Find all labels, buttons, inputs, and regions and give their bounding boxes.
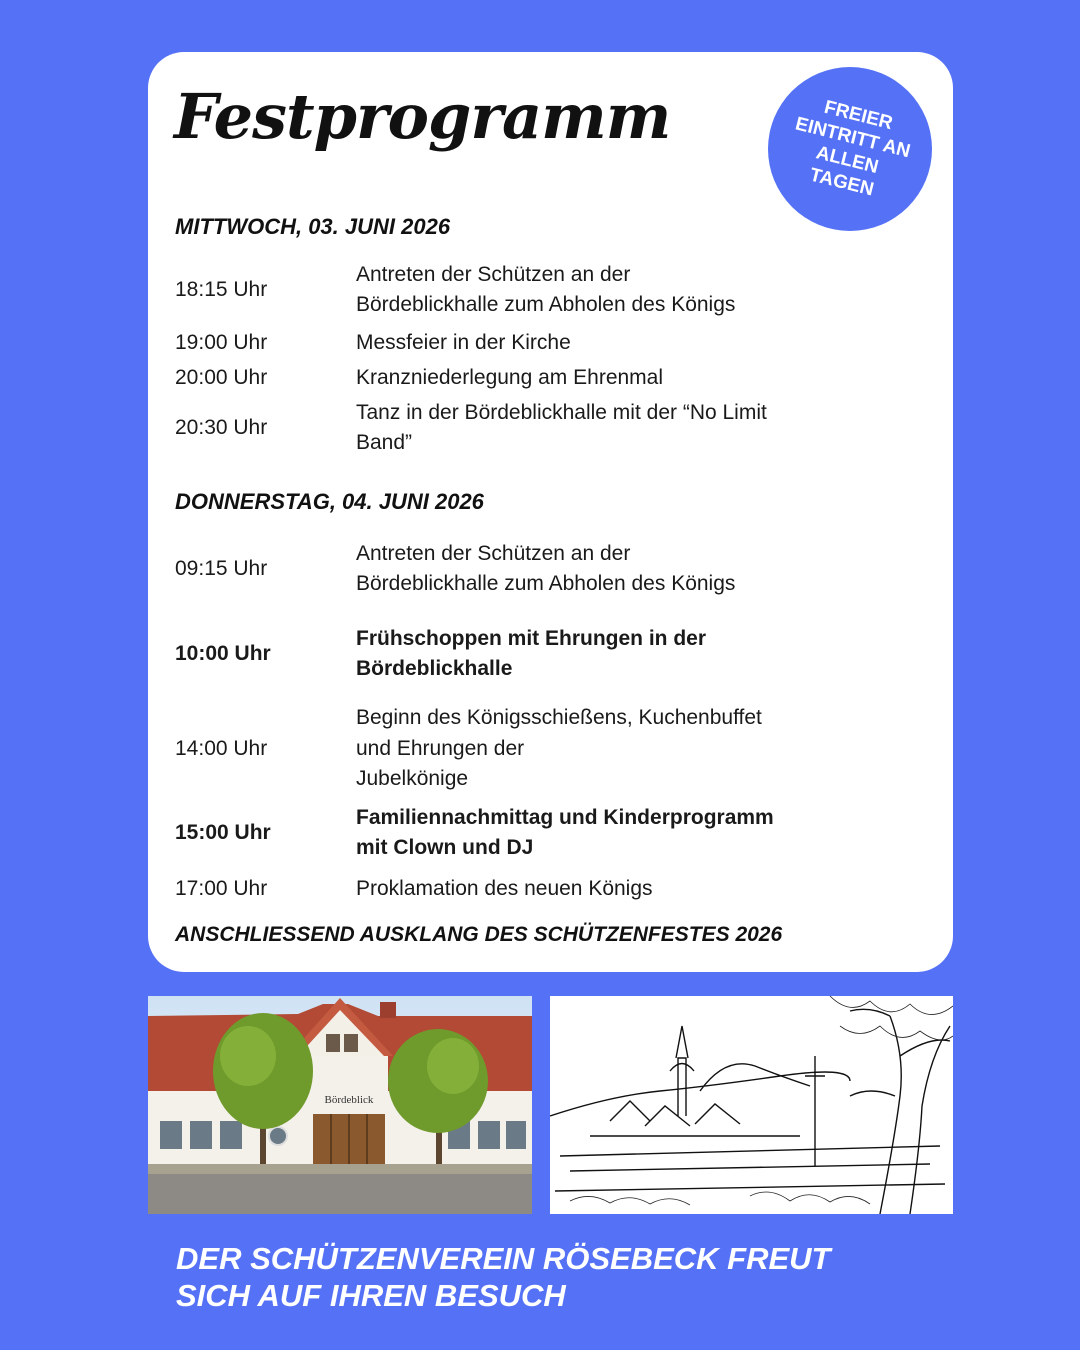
hall-photo <box>148 996 532 1214</box>
event-time: 15:00 Uhr <box>175 821 271 844</box>
closing-note: ANSCHLIESSEND AUSKLANG DES SCHÜTZENFESTES 2026 <box>175 923 783 946</box>
day-heading-wednesday: MITTWOCH, 03. JUNI 2026 <box>175 214 451 239</box>
event-time: 20:30 Uhr <box>175 416 268 439</box>
event-description: Proklamation des neuen Königs <box>356 876 653 900</box>
event-description: Familiennachmittag und Kinderprogramm mit Clown und DJ <box>356 805 774 859</box>
event-time: 17:00 Uhr <box>175 877 268 900</box>
event-row <box>175 539 915 599</box>
event-row <box>175 874 915 904</box>
event-time: 18:15 Uhr <box>175 278 268 301</box>
footer-message: DER SCHÜTZENVEREIN RÖSEBECK FREUT SICH AUF IHREN BESUCH <box>176 1241 831 1313</box>
free-entry-badge <box>768 67 932 231</box>
page-title: Festprogramm <box>174 80 671 153</box>
event-row <box>175 328 915 358</box>
event-time: 19:00 Uhr <box>175 331 268 354</box>
program-card <box>148 52 953 972</box>
event-row <box>175 803 915 863</box>
event-time: 10:00 Uhr <box>175 642 271 665</box>
village-sketch <box>550 996 953 1214</box>
event-description: Beginn des Königsschießens, Kuchenbuffet und Ehrungen der Jubelkönige <box>356 706 762 791</box>
event-time: 20:00 Uhr <box>175 366 268 389</box>
event-time: 09:15 Uhr <box>175 557 268 580</box>
event-row <box>175 703 915 795</box>
hall-sign: Bördeblick <box>324 1094 374 1106</box>
event-description: Frühschoppen mit Ehrungen in der Bördeblickhalle <box>356 626 707 680</box>
event-description: Tanz in der Bördeblickhalle mit der “No Limit Band” <box>356 400 767 454</box>
event-description: Messfeier in der Kirche <box>356 330 571 354</box>
badge-text: FREIER EINTRITT AN ALLEN TAGEN <box>793 96 913 201</box>
event-row <box>175 260 915 320</box>
event-row <box>175 363 915 393</box>
day-heading-thursday: DONNERSTAG, 04. JUNI 2026 <box>175 489 484 514</box>
event-description: Antreten der Schützen an der Bördeblickhalle zum Abholen des Königs <box>356 541 736 595</box>
event-row <box>175 397 915 459</box>
event-description: Kranzniederlegung am Ehrenmal <box>356 365 664 389</box>
event-description: Antreten der Schützen an der Bördeblickhalle zum Abholen des Königs <box>356 262 736 316</box>
event-time: 14:00 Uhr <box>175 737 268 760</box>
event-row <box>175 624 915 684</box>
